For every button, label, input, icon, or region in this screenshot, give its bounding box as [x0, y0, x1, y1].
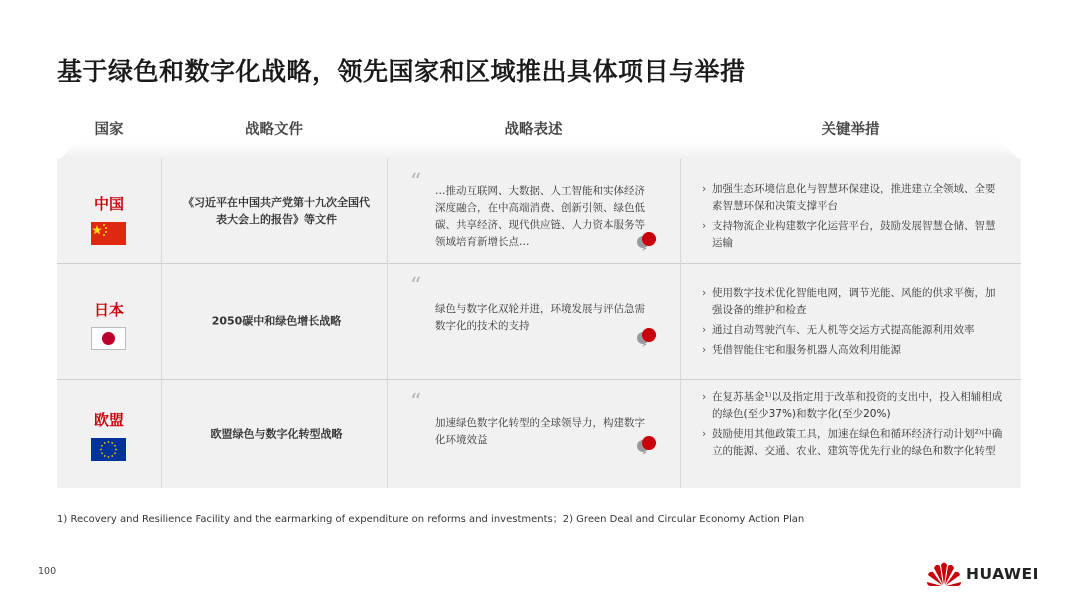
table-row-china [57, 159, 1021, 263]
brand-name: HUAWEI [966, 565, 1039, 583]
strategy-description: 绿色与数字化双轮并进，环境发展与评估急需数字化的技术的支持 [435, 303, 645, 332]
header-measures: 关键举措 [821, 122, 880, 138]
measures-cell [680, 263, 1021, 379]
quote-icon: “ [410, 390, 422, 415]
table-row-eu [57, 379, 1021, 488]
document-cell [161, 159, 387, 263]
header-description: 战略表述 [504, 122, 563, 138]
country-cell [57, 379, 161, 488]
country-name: 中国 [93, 195, 124, 213]
document-cell [161, 379, 387, 488]
header-document: 战略文件 [245, 122, 303, 138]
speech-bubble-icon [636, 327, 658, 347]
page-number: 100 [38, 566, 57, 577]
speech-bubble-icon [636, 231, 658, 251]
measures-list [705, 389, 1005, 463]
strategy-description: …推动互联网、大数据、人工智能和实体经济深度融合，在中高端消费、创新引领、绿色低碳、共享经济、现代供应链、人力资本服务等领域培育新增长点… [435, 185, 645, 248]
description-cell [387, 159, 680, 263]
huawei-flower-icon [926, 559, 962, 587]
strategy-description: 加速绿色数字化转型的全球领导力，构建数字化环境效益 [435, 417, 645, 446]
country-cell [57, 263, 161, 379]
measure-item: › 支持物流企业构建数字化运营平台，鼓励发展智慧仓储、智慧运输 [705, 218, 1005, 252]
strategy-document: 《习近平在中国共产党第十九次全国代表大会上的报告》等文件 [183, 196, 370, 226]
speech-bubble-icon [636, 435, 658, 455]
description-cell [387, 263, 680, 379]
page-title: 基于绿色和数字化战略，领先国家和区域推出具体项目与举措 [57, 57, 746, 86]
document-cell [161, 263, 387, 379]
measures-list [705, 181, 1005, 255]
country-cell [57, 159, 161, 263]
measure-item: › 加强生态环境信息化与智慧环保建设，推进建立全领域、全要素智慧环保和决策支撑平台 [705, 181, 1005, 215]
country-name: 欧盟 [93, 411, 124, 429]
strategy-table [57, 159, 1021, 488]
quote-icon: “ [410, 170, 422, 195]
strategy-document: 2050碳中和绿色增长战略 [211, 314, 342, 328]
measures-list [705, 285, 1005, 362]
header-country: 国家 [94, 122, 124, 138]
measure-item: › 鼓励使用其他政策工具，加速在绿色和循环经济行动计划²⁾中确立的能源、交通、农业、建筑等优先行业的绿色和数字化转型 [705, 426, 1005, 460]
eu-flag-icon [91, 438, 126, 461]
measure-item: › 使用数字技术优化智能电网，调节光能、风能的供求平衡，加强设备的维护和检查 [705, 285, 1005, 319]
description-cell [387, 379, 680, 488]
footnote: 1) Recovery and Resilience Facility and the earmarking of expenditure on reforms and investments；2) Green Deal and Circular Economy Action Plan [57, 514, 805, 525]
country-name: 日本 [93, 301, 124, 319]
quote-icon: “ [410, 274, 422, 299]
strategy-document: 欧盟绿色与数字化转型战略 [210, 427, 343, 440]
huawei-logo [926, 559, 1046, 587]
japan-flag-icon [91, 327, 126, 350]
measure-item: › 在复苏基金¹⁾以及指定用于改革和投资的支出中，投入相辅相成的绿色(至少37%)和数字化(至少20%) [705, 389, 1005, 423]
table-row-japan [57, 263, 1021, 379]
measures-cell [680, 379, 1021, 488]
measure-item: › 凭借智能住宅和服务机器人高效利用能源 [705, 342, 1005, 359]
measure-item: › 通过自动驾驶汽车、无人机等交运方式提高能源利用效率 [705, 322, 1005, 339]
china-flag-icon [91, 222, 126, 245]
measures-cell [680, 159, 1021, 263]
